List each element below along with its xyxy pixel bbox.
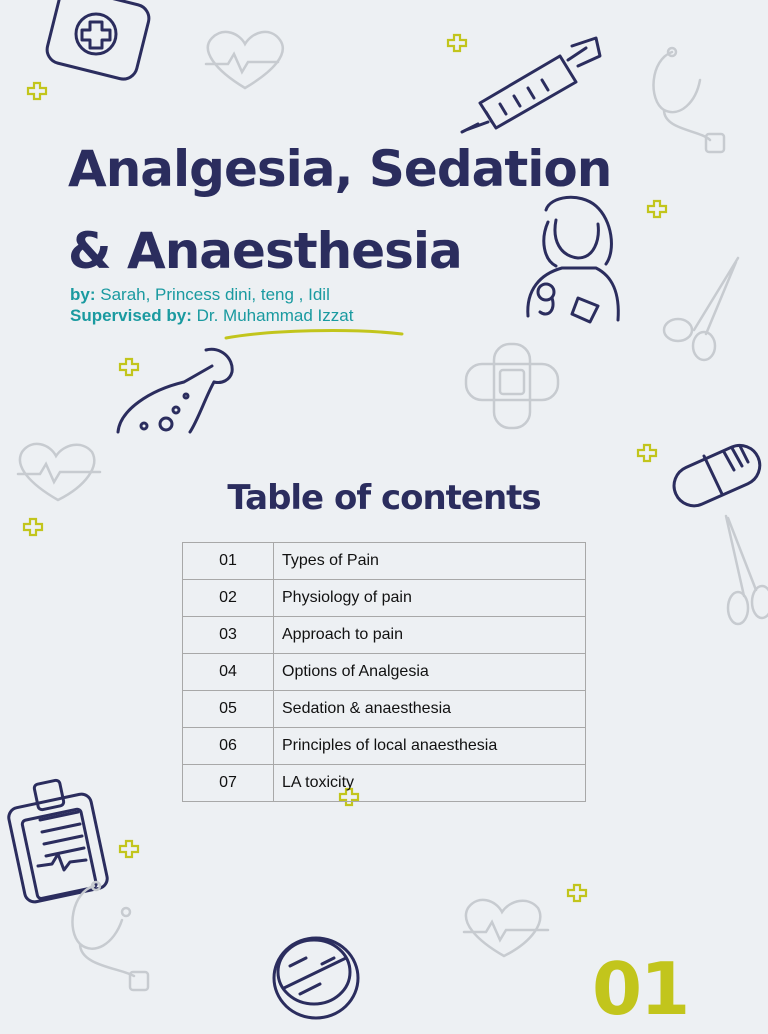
table-row [183, 691, 586, 728]
toc-number: 07 [183, 765, 274, 802]
heart-rate-icon [206, 32, 283, 88]
authors: Sarah, Princess dini, teng , Idil [100, 285, 330, 304]
toc-label: Types of Pain [274, 543, 586, 580]
by-label: by: [70, 285, 96, 304]
toc-label: Approach to pain [274, 617, 586, 654]
page-number: 01 [592, 947, 689, 1031]
supervisor-row [70, 305, 353, 326]
table-row [183, 543, 586, 580]
toc-number: 03 [183, 617, 274, 654]
syringe-icon [462, 38, 600, 132]
toc-number: 04 [183, 654, 274, 691]
toc-heading: Table of contents [227, 478, 541, 518]
heart-rate-icon [464, 900, 548, 956]
toc-label: Principles of local anaesthesia [274, 728, 586, 765]
slide-title-line1: Analgesia, Sedation [68, 140, 612, 198]
supervisor-name: Dr. Muhammad Izzat [196, 306, 354, 325]
toc-number: 05 [183, 691, 274, 728]
stethoscope-icon [72, 882, 148, 990]
slide-title-line2: & Anaesthesia [68, 222, 462, 280]
tablet-icon [274, 938, 358, 1018]
stethoscope-icon [654, 48, 724, 152]
authors-row [70, 284, 353, 305]
toc-label: Options of Analgesia [274, 654, 586, 691]
toc-label: Sedation & anaesthesia [274, 691, 586, 728]
toc-number: 06 [183, 728, 274, 765]
table-row [183, 654, 586, 691]
toc-label: Physiology of pain [274, 580, 586, 617]
toc-table [182, 542, 586, 802]
table-row [183, 728, 586, 765]
byline [70, 284, 353, 326]
supervised-label: Supervised by: [70, 306, 192, 325]
scissors-icon [664, 258, 738, 360]
flask-icon [118, 349, 232, 432]
slide-title [68, 128, 628, 292]
table-row [183, 617, 586, 654]
toc-number: 01 [183, 543, 274, 580]
supervisor-underline [226, 331, 402, 338]
toc-label: LA toxicity [274, 765, 586, 802]
bandage-icon [466, 344, 558, 428]
toc-number: 02 [183, 580, 274, 617]
medical-kit-icon [44, 0, 152, 82]
scissors-icon [726, 516, 768, 624]
table-row [183, 765, 586, 802]
table-row [183, 580, 586, 617]
